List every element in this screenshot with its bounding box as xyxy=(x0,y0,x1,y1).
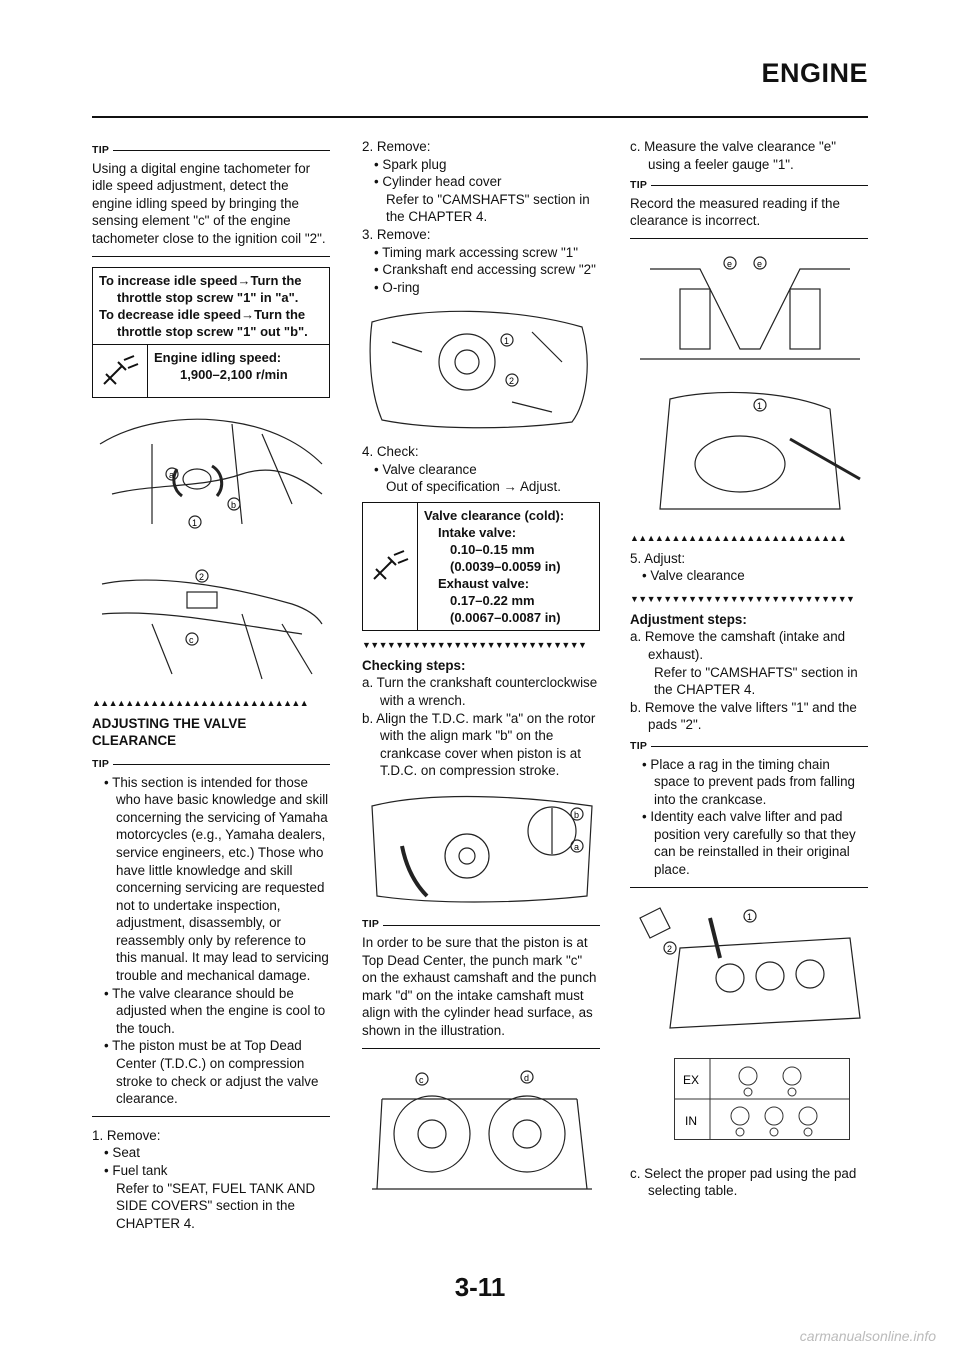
footer-watermark: carmanualsonline.info xyxy=(799,1328,936,1344)
section-start-marker: ▲▲▲▲▲▲▲▲▲▲▲▲▲▲▲▲▲▲▲▲▲▲▲▲▲▲ xyxy=(92,697,309,708)
decrease-idle-text: To decrease idle speed→Turn the throttle stop screw "1" out "b". xyxy=(99,306,308,339)
ignition-coil-illustration xyxy=(92,554,330,689)
step-2-item: • Cylinder head cover xyxy=(374,174,502,190)
wrench-spec-icon xyxy=(363,503,418,630)
step-3-item: • O-ring xyxy=(374,279,420,295)
step-4-note: Out of specification → Adjust. xyxy=(386,479,561,495)
check-step-b: b. Align the T.D.C. mark "a" on the rotor with the align mark "b" on the crankcase cover when piston is at T.D.C. on compression stroke. xyxy=(362,710,596,779)
intake-mm: 0.10–0.15 mm xyxy=(450,541,535,557)
idle-speed-value: 1,900–2,100 r/min xyxy=(180,366,288,382)
tip-text: In order to be sure that the piston is at Top Dead Center, the punch mark "c" on the exhaust camshaft and the punch mark "d" on the intake camshaft must align with the cylinder head surface, as shown in the illustration. xyxy=(362,935,597,1039)
adjust-step-a: a. Remove the camshaft (intake and exhaust). xyxy=(630,629,846,662)
label-2: 2 xyxy=(199,572,205,583)
spec-title: Valve clearance (cold): xyxy=(424,507,565,523)
step-1-ref: Refer to "SEAT, FUEL TANK AND SIDE COVERS" section in the CHAPTER 4. xyxy=(116,1180,316,1231)
tip-heading: TIP xyxy=(92,756,330,774)
step-5-item: • Valve clearance xyxy=(642,568,745,584)
step-3-item: • Timing mark accessing screw "1" xyxy=(374,244,578,260)
valve-clearance-spec-box xyxy=(362,502,600,631)
label-e: e xyxy=(727,258,733,269)
label-b: b xyxy=(574,809,580,820)
steps-start-marker: ▼▼▼▼▼▼▼▼▼▼▼▼▼▼▼▼▼▼▼▼▼▼▼▼▼▼▼ xyxy=(630,593,855,604)
section-heading: ADJUSTING THE VALVE CLEARANCE xyxy=(92,715,247,749)
feeler-gauge-illustration xyxy=(630,249,868,524)
wrench-spec-icon xyxy=(93,345,148,397)
step-3-item: • Crankshaft end accessing screw "2" xyxy=(374,262,596,278)
exhaust-mm: 0.17–0.22 mm xyxy=(450,592,535,608)
tip-heading: TIP xyxy=(630,177,868,195)
in-label: IN xyxy=(685,1114,697,1129)
label-2: 2 xyxy=(509,376,515,387)
tip-bullet: • This section is intended for those who have basic knowledge and skill concerning the servicing of Yamaha motorcycles (e.g., Yamaha dealers, service engineers, etc.) Those who have little knowledge and skill concerning servicing are requested not to undertake inspection, adjustment, disassembly, or reassembly only by reference to this manual. It may lead to servicing trouble and mechanical damage. xyxy=(104,774,329,984)
adjust-step-b: b. Remove the valve lifters "1" and the pads "2". xyxy=(630,699,857,733)
tip-bullet: • The valve clearance should be adjusted when the engine is cool to the touch. xyxy=(104,985,326,1036)
tip-heading: TIP xyxy=(92,142,330,160)
label-e: e xyxy=(757,258,763,269)
label-1: 1 xyxy=(192,517,198,528)
step-5: 5. Adjust: xyxy=(630,550,686,566)
ex-label: EX xyxy=(683,1073,700,1088)
label-c: c xyxy=(189,635,194,646)
crankcase-cover-illustration xyxy=(362,302,600,437)
camshaft-punch-mark-illustration xyxy=(362,1059,600,1204)
intake-label: Intake valve: xyxy=(438,524,517,540)
label-b: b xyxy=(231,499,237,510)
adjust-step-c: c. Select the proper pad using the pad selecting table. xyxy=(630,1165,857,1199)
idle-speed-label: Engine idling speed: xyxy=(154,349,282,365)
step-1-item: • Fuel tank xyxy=(104,1163,168,1178)
header-rule xyxy=(92,116,868,118)
label-a: a xyxy=(574,841,580,852)
adjust-step-a-ref: Refer to "CAMSHAFTS" section in the CHAPTER 4. xyxy=(654,664,858,698)
tip-bullet: • Identity each valve lifter and pad position very carefully so that they can be reinstalled in their original place. xyxy=(642,809,856,878)
label-a: a xyxy=(169,469,175,480)
checking-steps-title: Checking steps: xyxy=(362,657,466,673)
idle-speed-box xyxy=(92,267,330,398)
step-2-ref: Refer to "CAMSHAFTS" section in the CHAPTER 4. xyxy=(386,191,590,225)
tip-text: Using a digital engine tachometer for idle speed adjustment, detect the engine idling speed by bringing the sensing element "c" of the engine tachometer close to the ignition coil "2". xyxy=(92,160,326,246)
step-3: 3. Remove: xyxy=(362,226,431,242)
step-2-item: • Spark plug xyxy=(374,156,447,172)
check-step-a: a. Turn the crankshaft counterclockwise with a wrench. xyxy=(362,675,598,708)
label-1: 1 xyxy=(757,400,763,411)
intake-in: (0.0039–0.0059 in) xyxy=(450,558,561,574)
adjustment-steps-title: Adjustment steps: xyxy=(630,611,747,627)
step-4: 4. Check: xyxy=(362,443,419,459)
exhaust-in: (0.0067–0.0087 in) xyxy=(450,609,561,625)
label-2: 2 xyxy=(667,943,673,954)
tip-bullet: • The piston must be at Top Dead Center (T.D.C.) on compression stroke to check or adjust the valve clearance. xyxy=(104,1038,319,1107)
valve-position-table xyxy=(674,1058,868,1145)
step-4-item: • Valve clearance xyxy=(374,461,477,477)
label-1: 1 xyxy=(504,336,510,347)
throttle-stop-screw-illustration xyxy=(92,404,330,549)
increase-idle-text: To increase idle speed→Turn the throttle stop screw "1" in "a". xyxy=(99,272,302,305)
column-1 xyxy=(92,138,330,1232)
tip-text: Record the measured reading if the clearance is incorrect. xyxy=(630,195,840,229)
tip-heading: TIP xyxy=(630,738,868,756)
step-2: 2. Remove: xyxy=(362,139,431,154)
exhaust-label: Exhaust valve: xyxy=(438,575,530,591)
steps-start-marker: ▼▼▼▼▼▼▼▼▼▼▼▼▼▼▼▼▼▼▼▼▼▼▼▼▼▼▼ xyxy=(362,639,587,650)
column-3 xyxy=(630,138,868,1200)
label-d: d xyxy=(524,1072,530,1083)
step-1: 1. Remove: xyxy=(92,1127,161,1143)
section-end-marker: ▲▲▲▲▲▲▲▲▲▲▲▲▲▲▲▲▲▲▲▲▲▲▲▲▲▲ xyxy=(630,532,847,543)
check-step-c: c. Measure the valve clearance "e" using a feeler gauge "1". xyxy=(630,139,837,172)
column-2 xyxy=(362,138,600,1209)
page-title: ENGINE xyxy=(761,58,868,88)
tdc-mark-illustration xyxy=(362,786,600,911)
tip-heading: TIP xyxy=(362,916,600,934)
tip-bullet: • Place a rag in the timing chain space to prevent pads from falling into the crankcase. xyxy=(642,756,855,807)
step-1-item: • Seat xyxy=(104,1145,140,1161)
valve-lifter-pad-illustration xyxy=(630,898,868,1053)
page-number: 3-11 xyxy=(454,1272,506,1302)
label-1: 1 xyxy=(747,911,753,922)
label-c: c xyxy=(419,1074,424,1085)
